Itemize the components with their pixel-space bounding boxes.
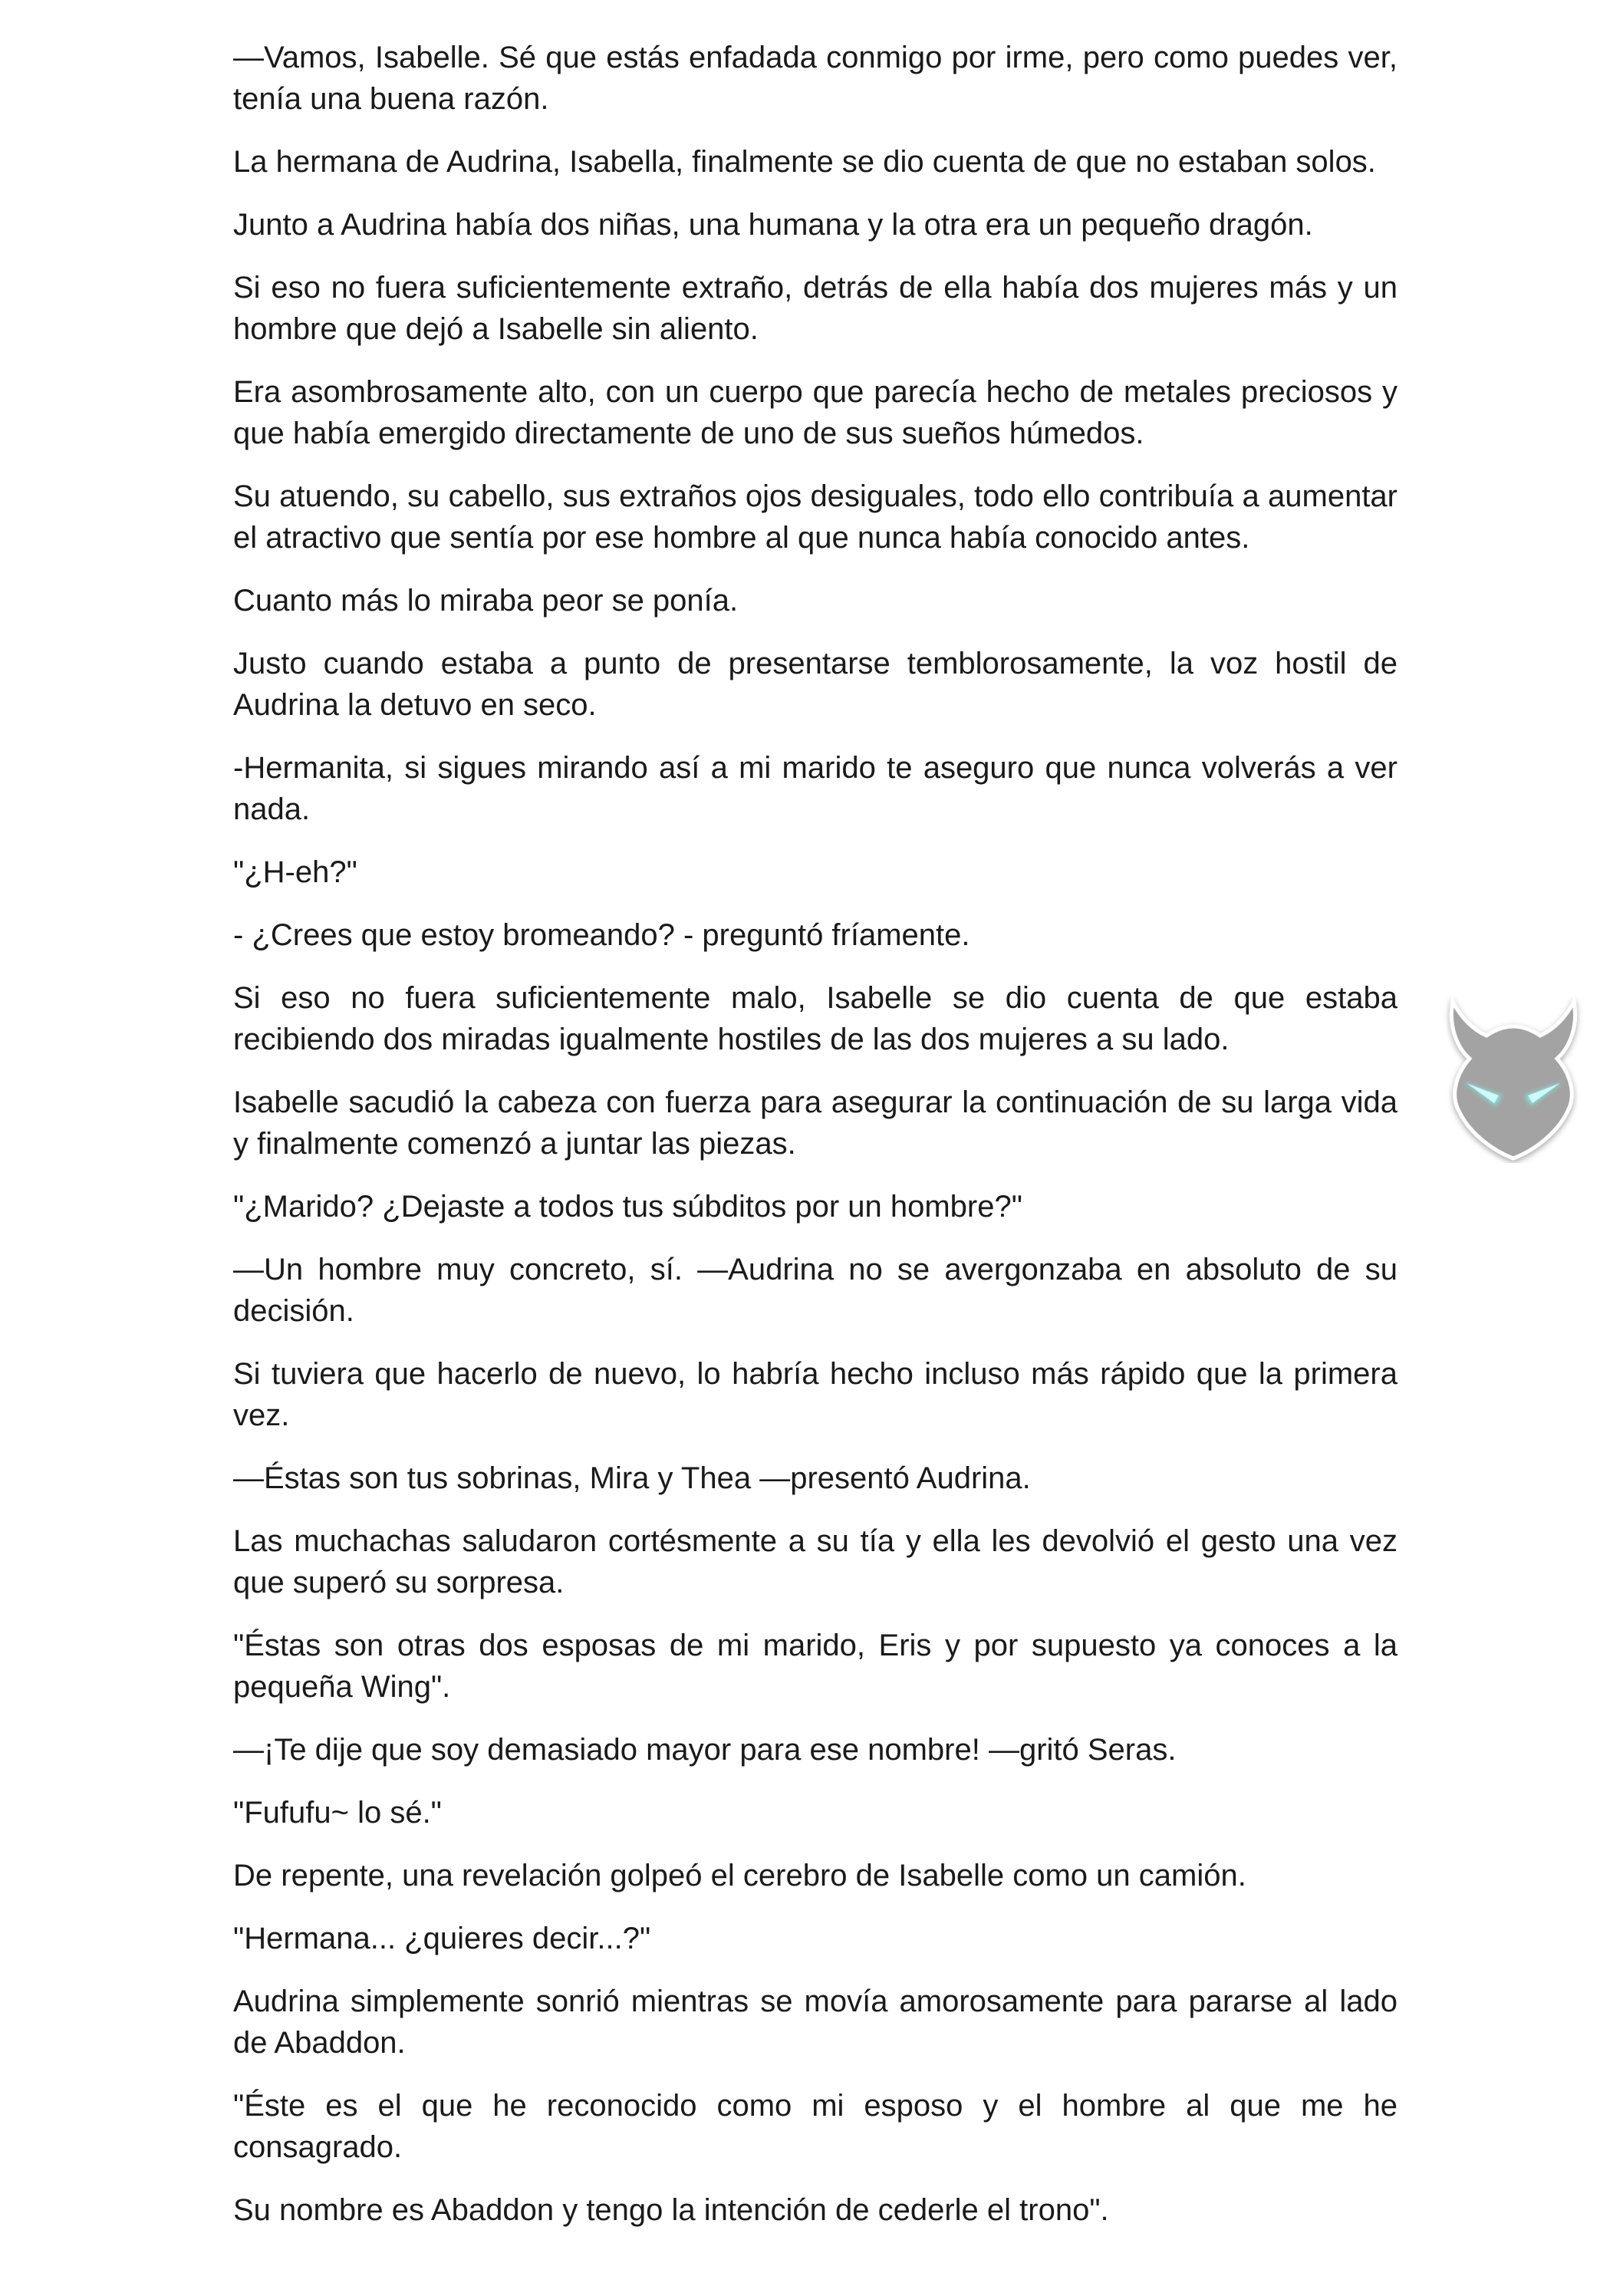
paragraph: Si eso no fuera suficientemente extraño, detrás de ella había dos mujeres más y un hombre que dejó a Isabelle sin aliento.	[233, 271, 1397, 346]
paragraph: Su atuendo, su cabello, sus extraños ojos desiguales, todo ello contribuía a aumentar el atractivo que sentía por ese hombre al que nunca había conocido antes.	[233, 479, 1397, 555]
paragraph: Las muchachas saludaron cortésmente a su tía y ella les devolvió el gesto una vez que superó su sorpresa.	[233, 1524, 1397, 1599]
paragraph: "Éste es el que he reconocido como mi esposo y el hombre al que me he consagrado.	[233, 2089, 1397, 2164]
paragraph: "Fufufu~ lo sé."	[233, 1796, 442, 1830]
paragraph: —¡Te dije que soy demasiado mayor para ese nombre! —gritó Seras.	[233, 1733, 1177, 1767]
body-text	[233, 37, 1397, 2231]
paragraph: -Hermanita, si sigues mirando así a mi marido te aseguro que nunca volverás a ver nada.	[233, 751, 1397, 826]
paragraph: Audrina simplemente sonrió mientras se movía amorosamente para pararse al lado de Abaddon.	[233, 1985, 1397, 2060]
paragraph: Si tuviera que hacerlo de nuevo, lo habría hecho incluso más rápido que la primera vez.	[233, 1357, 1397, 1432]
paragraph: Era asombrosamente alto, con un cuerpo que parecía hecho de metales preciosos y que había emergido directamente de uno de sus sueños húmedos.	[233, 375, 1397, 450]
paragraph: "Hermana... ¿quieres decir...?"	[233, 1922, 651, 1955]
paragraph: —Vamos, Isabelle. Sé que estás enfadada conmigo por irme, pero como puedes ver, tenía una buena razón.	[233, 41, 1397, 116]
paragraph: Su nombre es Abaddon y tengo la intención de cederle el trono".	[233, 2193, 1109, 2227]
paragraph: "Éstas son otras dos esposas de mi marido, Eris y por supuesto ya conoces a la pequeña Wing".	[233, 1629, 1397, 1704]
paragraph: —Un hombre muy concreto, sí. —Audrina no se avergonzaba en absoluto de su decisión.	[233, 1253, 1397, 1328]
paragraph: - ¿Crees que estoy bromeando? - preguntó fríamente.	[233, 918, 970, 952]
paragraph: Si eso no fuera suficientemente malo, Isabelle se dio cuenta de que estaba recibiendo dos miradas igualmente hostiles de las dos mujeres a su lado.	[233, 981, 1397, 1056]
paragraph: —Éstas son tus sobrinas, Mira y Thea —presentó Audrina.	[233, 1461, 1031, 1495]
paragraph: Cuanto más lo miraba peor se ponía.	[233, 584, 739, 618]
paragraph: Junto a Audrina había dos niñas, una humana y la otra era un pequeño dragón.	[233, 208, 1313, 242]
demon-head-icon	[1442, 996, 1585, 1163]
paragraph: "¿H-eh?"	[233, 855, 357, 889]
paragraph: "¿Marido? ¿Dejaste a todos tus súbditos por un hombre?"	[233, 1190, 1022, 1224]
paragraph: De repente, una revelación golpeó el cerebro de Isabelle como un camión.	[233, 1859, 1246, 1892]
paragraph: Isabelle sacudió la cabeza con fuerza para asegurar la continuación de su larga vida y finalmente comenzó a juntar las piezas.	[233, 1085, 1397, 1161]
paragraph: Justo cuando estaba a punto de presentarse temblorosamente, la voz hostil de Audrina la detuvo en seco.	[233, 647, 1397, 722]
paragraph: La hermana de Audrina, Isabella, finalmente se dio cuenta de que no estaban solos.	[233, 145, 1376, 179]
